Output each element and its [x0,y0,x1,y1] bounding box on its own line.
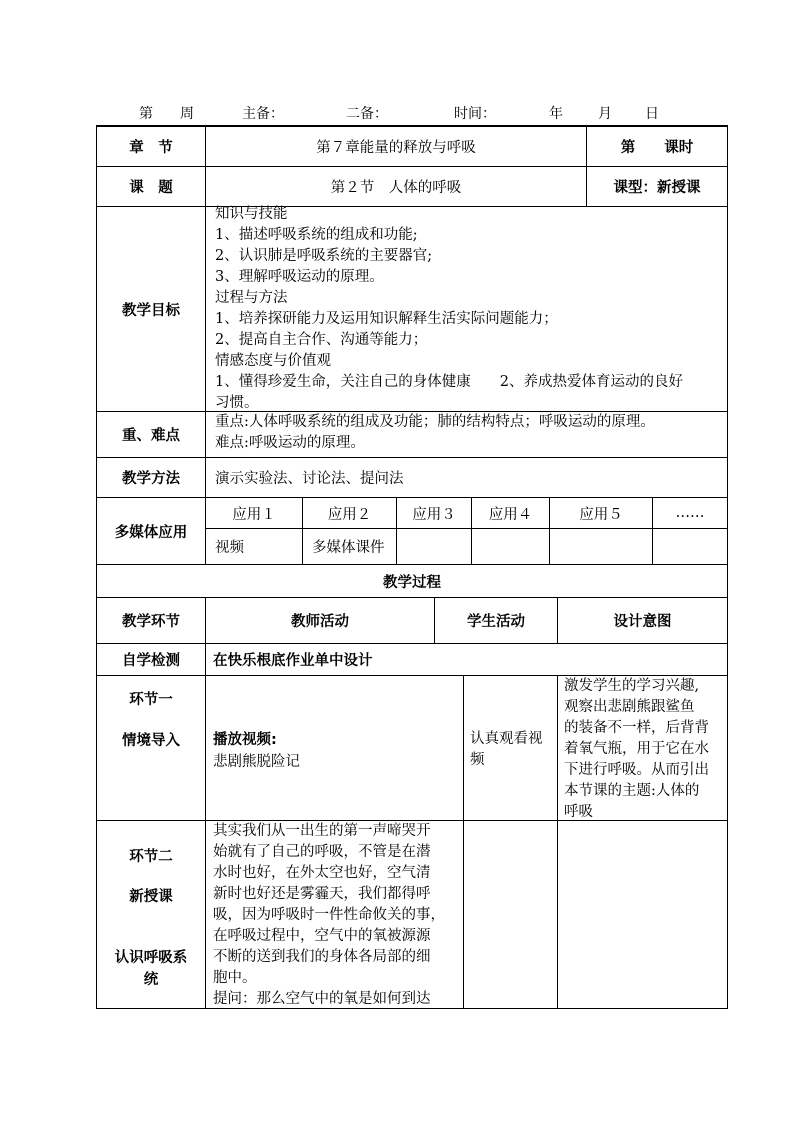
self-check-label: 自学检测 [122,653,180,669]
header-second-prep: 二备： [346,106,388,122]
design-line: 着氧气瓶，用于它在水 [564,741,709,757]
objective-line: 知识与技能 [215,206,288,222]
teacher-line: 新时也好还是雾霾天，我们都得呼 [213,886,431,902]
objectives-content [215,204,725,414]
header-week-di: 第 [139,106,153,122]
multimedia-value: 视频 [215,540,244,556]
objective-line: 1、懂得珍爱生命，关注自己的身体健康 2、养成热爱体育运动的良好 [215,374,683,390]
methods-value: 演示实验法、讨论法、提问法 [215,471,404,487]
keypoint-difficulty: 难点:呼吸运动的原理。 [215,435,365,451]
stage2-label3a: 认识呼吸系 [114,950,188,966]
chapter-label: 章 节 [129,140,173,156]
stage2-label2: 新授课 [129,889,173,905]
process-title: 教学过程 [383,574,441,591]
design-line: 呼吸 [564,804,593,820]
teacher-line: 其实我们从一出生的第一声啼哭开 [213,823,431,839]
self-check-value: 在快乐根底作业单中设计 [213,653,373,669]
objective-line: 过程与方法 [215,290,288,306]
stage1-student [470,729,543,771]
stage1-label1: 环节一 [129,692,173,708]
stage1-design [564,676,709,823]
stage1-label2: 情境导入 [122,733,180,749]
teacher-line: 吸，因为呼吸时一件性命攸关的事， [213,907,445,923]
header-day: 日 [645,106,659,122]
student-line: 认真观看视 [470,731,543,747]
objectives-label: 教学目标 [122,302,180,319]
stage2-label3b: 统 [143,972,159,988]
stage2-label1: 环节二 [129,849,173,865]
design-line: 本节课的主题:人体的 [564,783,700,799]
col-design: 设计意图 [613,614,672,630]
teacher-line: 不断的送到我们的身体各局部的细 [213,949,431,965]
keypoints-content [215,412,725,454]
student-line: 频 [470,752,485,768]
multimedia-value: 多媒体课件 [312,540,385,556]
stage2-teacher [213,821,445,1010]
objective-line: 2、提高自主合作、沟通等能力； [215,332,428,348]
topic-label: 课 题 [129,180,173,196]
topic-value: 第２节 人体的呼吸 [330,180,462,196]
objective-line: 1、培养探研能力及运用知识解释生活实际问题能力； [215,311,558,327]
multimedia-header: …… [675,505,705,521]
teacher-line: 水时也好，在外太空也好，空气清 [213,865,431,881]
header-month: 月 [598,106,612,122]
keypoint-focus: 重点:人体呼吸系统的组成及功能；肺的结构特点；呼吸运动的原理。 [215,414,655,430]
objective-line: 3、理解呼吸运动的原理。 [215,269,384,285]
objective-line: 1、描述呼吸系统的组成和功能; [215,227,418,243]
col-teacher: 教师活动 [291,614,349,630]
teacher-line: 提问：那么空气中的氧是如何到达 [213,991,431,1007]
chapter-value: 第７章能量的释放与呼吸 [316,140,476,156]
objective-line: 2、认识肺是呼吸系统的主要器官; [215,248,433,264]
design-line: 的装备不一样，后背背 [564,720,709,736]
col-stage: 教学环节 [122,614,180,630]
methods-label: 教学方法 [122,471,180,487]
design-line: 激发学生的学习兴趣, [564,678,700,694]
header-main-prep: 主备： [242,106,284,122]
multimedia-header: 应用４ [488,506,533,523]
teacher-line: 在呼吸过程中，空气中的氧被源源 [213,928,431,944]
objective-line: 习惯。 [215,395,259,411]
multimedia-header: 应用２ [327,506,372,523]
teacher-line: 始就有了自己的呼吸，不管是在潜 [213,844,431,860]
objective-line: 情感态度与价值观 [215,353,331,369]
design-line: 观察出悲剧熊跟鲨鱼 [564,699,695,715]
design-line: 下进行呼吸。从而引出 [564,762,709,778]
stage1-teacher-text: 悲剧熊脱险记 [213,754,300,770]
stage1-teacher-title: 播放视频: [213,732,277,748]
col-student: 学生活动 [467,614,525,630]
multimedia-header: 应用３ [412,506,456,523]
lesson-number: 第 课时 [620,140,694,156]
header-time: 时间： [454,106,496,122]
header-year: 年 [549,106,563,122]
teacher-line: 胞中。 [213,970,257,986]
multimedia-label: 多媒体应用 [114,524,188,541]
lesson-type: 课型：新授课 [613,180,701,196]
keypoints-label: 重、难点 [122,428,180,444]
multimedia-header: 应用５ [579,506,623,523]
header-week-zhou: 周 [180,106,194,122]
multimedia-header: 应用１ [232,506,276,523]
